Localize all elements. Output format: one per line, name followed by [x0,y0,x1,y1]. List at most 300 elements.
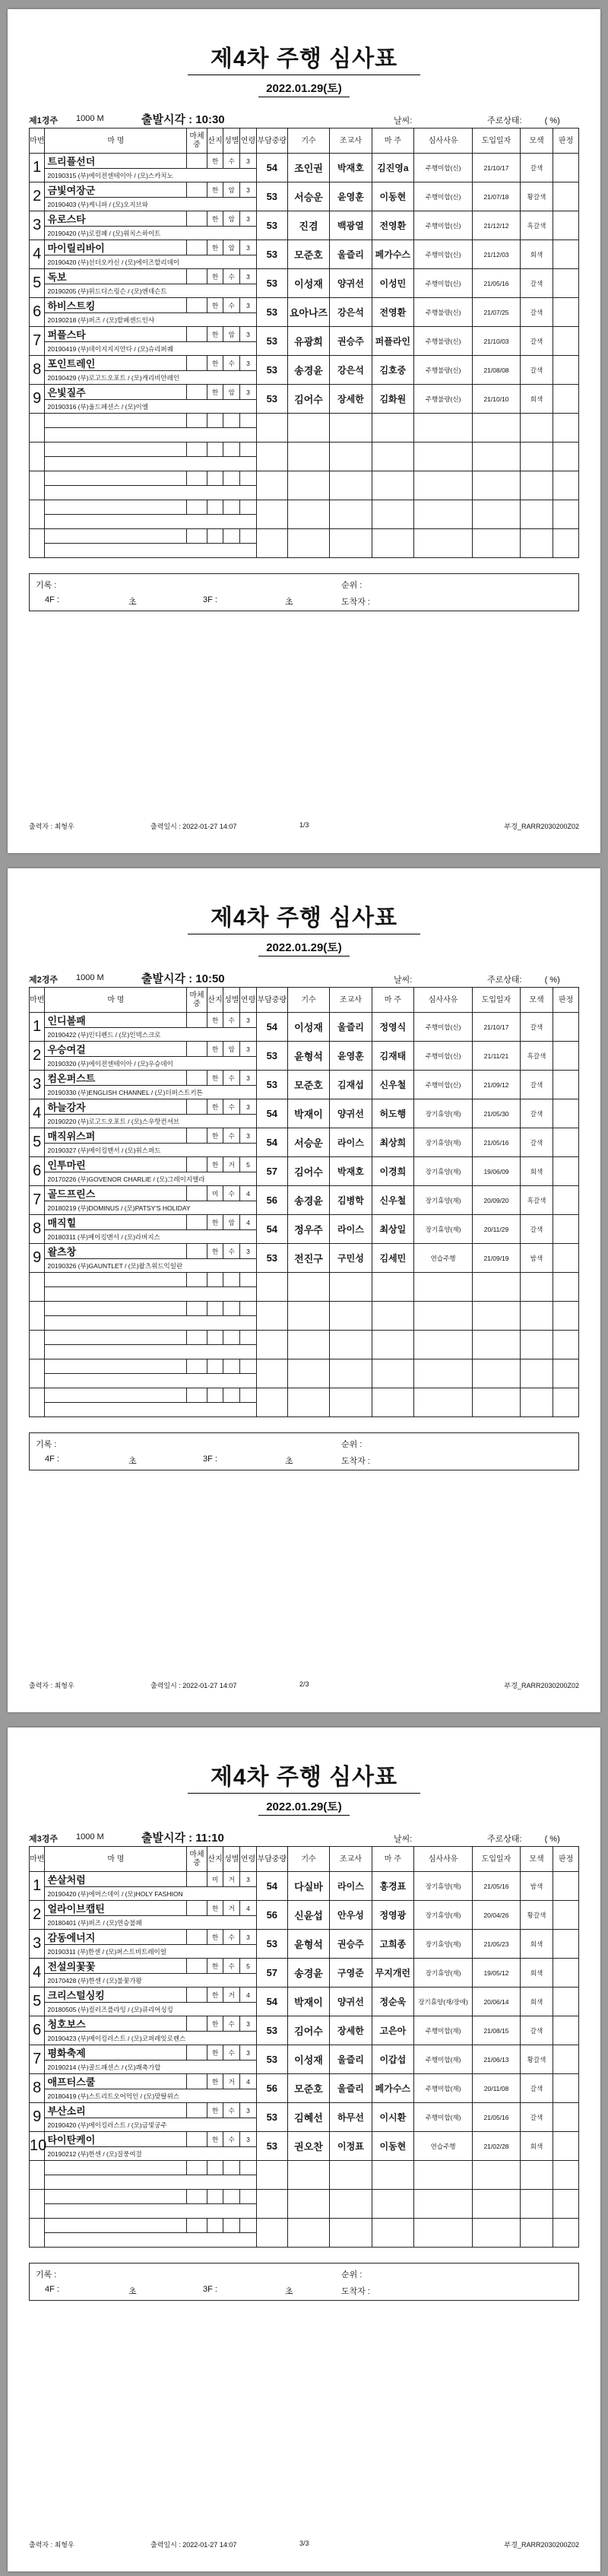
verdict [553,2103,579,2132]
blank-cell [187,2161,207,2175]
blank-cell [256,500,287,529]
record-label: 기록 : [36,1440,57,1449]
horse-age: 4 [240,1988,257,2003]
coat-color: 갈색 [520,2016,553,2045]
intro-date: 20/04/26 [473,1901,521,1930]
horse-name: 유로스타 [45,211,187,227]
blank-cell [287,1273,329,1302]
owner-name: 김재태 [372,1042,413,1071]
blank-cell [223,2219,240,2233]
column-header: 마 명 [45,1847,187,1872]
trainer-name: 라이스 [330,1215,372,1244]
blank-cell [45,515,256,529]
f4-label: 4F : [45,2285,59,2294]
table-row [30,182,579,198]
load-weight: 53 [256,2103,287,2132]
review-reason: 장기휴양(재) [414,1186,473,1215]
blank-cell [45,443,187,457]
load-weight: 53 [256,2016,287,2045]
horse-name: 전설의꽃꽃 [45,1959,187,1974]
verdict [553,2074,579,2103]
horse-sex: 수 [223,1244,240,1259]
blank-cell [414,2161,473,2190]
blank-cell [256,529,287,558]
blank-row [30,2161,579,2175]
blank-cell [240,443,257,457]
blank-cell [187,471,207,486]
blank-cell [473,471,521,500]
load-weight: 56 [256,1186,287,1215]
blank-cell [240,1273,257,1287]
horse-sex: 수 [223,1186,240,1201]
intro-date: 21/05/30 [473,1099,521,1128]
jockey-name: 윤형석 [287,1930,329,1959]
jockey-name: 김어수 [287,2016,329,2045]
load-weight: 54 [256,1013,287,1042]
review-reason: 장기휴양(재) [414,1959,473,1988]
column-header: 마 주 [372,1847,413,1872]
jockey-name: 김어수 [287,385,329,414]
blank-cell [207,443,223,457]
intro-date: 21/09/12 [473,1071,521,1099]
report-code: 부경_RARR2030200Z02 [504,1682,579,1689]
review-reason: 주행미합(신) [414,240,473,269]
verdict [553,385,579,414]
review-reason: 주행불량(신) [414,356,473,385]
intro-date: 21/05/16 [473,2103,521,2132]
blank-cell [520,471,553,500]
blank-row [30,1273,579,1287]
track-condition-label: 주로상태: [487,1835,522,1844]
load-weight: 53 [256,269,287,298]
column-header: 기수 [287,128,329,154]
horse-number: 9 [30,2103,45,2132]
coat-color: 회색 [520,1959,553,1988]
coat-color: 회색 [520,240,553,269]
blank-cell [473,2161,521,2190]
blank-cell [240,1331,257,1345]
f3-label: 3F : [203,595,217,604]
horse-age: 3 [240,1042,257,1057]
load-weight: 53 [256,1244,287,1273]
horse-age: 3 [240,154,257,169]
blank-cell [45,2233,256,2248]
table-row [30,211,579,227]
horse-age: 3 [240,2132,257,2147]
table-row [30,327,579,342]
blank-cell [553,1388,579,1417]
column-header: 기수 [287,1847,329,1872]
blank-cell [330,529,372,558]
horse-sex: 수 [223,2016,240,2032]
blank-cell [330,2219,372,2248]
owner-name: 이시환 [372,2103,413,2132]
blank-cell [330,471,372,500]
race-number: 제2경주 [29,976,58,985]
blank-cell [45,2219,187,2233]
horse-weight [187,1186,207,1201]
blank-row [30,414,579,428]
blank-cell [187,2219,207,2233]
horse-pedigree: 20190419 (부)데이지지지안다 / (모)슈리퍼퀘 [45,342,256,356]
horse-origin: 한 [207,2016,223,2032]
table-row [30,2103,579,2118]
blank-cell [414,529,473,558]
table-header-row [30,988,579,1013]
horse-pedigree: 20190420 (부)메이킹러스트 / (모)금빛궁주 [45,2118,256,2132]
report-page [8,868,600,1712]
verdict [553,182,579,211]
column-header: 심사사유 [414,128,473,154]
column-header: 마번 [30,128,45,154]
blank-cell [330,443,372,471]
blank-row [30,2219,579,2233]
trainer-name: 윤영훈 [330,1042,372,1071]
horse-number: 2 [30,1042,45,1071]
blank-cell [187,1388,207,1403]
blank-cell [473,2190,521,2219]
trainer-name: 윤영훈 [330,182,372,211]
intro-date: 21/07/25 [473,298,521,327]
horse-number: 9 [30,1244,45,1273]
owner-name: 김세민 [372,1244,413,1273]
horse-origin: 한 [207,211,223,227]
blank-cell [240,1388,257,1403]
horse-age: 3 [240,211,257,227]
horse-pedigree: 20190422 (부)인디펜드 / (모)인덱스크로 [45,1028,256,1042]
horse-name: 애프터스쿨 [45,2074,187,2089]
track-condition-unit: ( %) [544,116,560,125]
review-reason: 주행미합(신) [414,182,473,211]
trainer-name: 구영준 [330,1959,372,1988]
blank-cell [30,471,45,500]
horse-number: 2 [30,182,45,211]
load-weight: 56 [256,1901,287,1930]
blank-cell [372,529,413,558]
blank-cell [287,1359,329,1388]
blank-cell [287,471,329,500]
trainer-name: 양귀선 [330,269,372,298]
horse-origin: 한 [207,2074,223,2089]
race-header [29,111,579,128]
coat-color: 갈색 [520,298,553,327]
record-box [29,2263,579,2301]
blank-cell [45,500,187,515]
jockey-name: 윤형석 [287,1042,329,1071]
column-header: 마번 [30,988,45,1013]
horse-weight [187,269,207,284]
page-footer [29,821,579,830]
blank-cell [287,1302,329,1331]
horse-weight [187,298,207,313]
column-header: 조교사 [330,988,372,1013]
horse-pedigree: 20190315 (부)에이전센테이아 / (모)스카치노 [45,169,256,182]
horse-pedigree: 20180311 (부)메이킹맨서 / (모)라버지스 [45,1230,256,1244]
intro-date: 21/10/17 [473,1013,521,1042]
intro-date: 20/11/29 [473,1215,521,1244]
blank-cell [256,414,287,443]
blank-cell [256,2219,287,2248]
blank-cell [207,1388,223,1403]
owner-name: 허도행 [372,1099,413,1128]
horse-origin: 미 [207,1186,223,1201]
trainer-name: 울즐리 [330,1013,372,1042]
horse-number: 1 [30,154,45,182]
blank-cell [372,1388,413,1417]
trainer-name: 김병학 [330,1186,372,1215]
horse-number: 8 [30,2074,45,2103]
column-header: 성별 [223,128,240,154]
horse-sex: 암 [223,327,240,342]
verdict [553,1157,579,1186]
blank-cell [207,1331,223,1345]
blank-cell [473,1331,521,1359]
horse-number: 4 [30,240,45,269]
arrival-label: 도착자 : [341,598,370,607]
horse-number: 4 [30,1959,45,1988]
owner-name: 전영환 [372,211,413,240]
blank-cell [240,471,257,486]
verdict [553,2132,579,2161]
review-reason: 주행미합(재) [414,2016,473,2045]
table-row [30,1071,579,1086]
column-header: 도입일자 [473,988,521,1013]
horse-name: 얼라이브캡틴 [45,1901,187,1916]
horse-weight [187,1215,207,1230]
blank-row [30,1331,579,1345]
horse-pedigree: 20190220 (부)로고드오포트 / (모)스우핫컨셔브 [45,1115,256,1128]
table-row [30,1099,579,1115]
jockey-name: 모준호 [287,2074,329,2103]
blank-cell [287,529,329,558]
intro-date: 21/06/13 [473,2045,521,2074]
trainer-name: 권승주 [330,1930,372,1959]
column-header: 모색 [520,128,553,154]
jockey-name: 진겸 [287,211,329,240]
horse-number: 8 [30,356,45,385]
review-reason: 주행미합(재) [414,2045,473,2074]
jockey-name: 전진구 [287,1244,329,1273]
table-row [30,2132,579,2147]
blank-row [30,471,579,486]
horse-origin: 한 [207,298,223,313]
blank-cell [256,443,287,471]
horse-number: 3 [30,1071,45,1099]
column-header: 성별 [223,1847,240,1872]
review-reason: 연습주행 [414,2132,473,2161]
weather-label: 날씨: [394,976,413,985]
owner-name: 신우철 [372,1071,413,1099]
horse-name: 부산소리 [45,2103,187,2118]
horse-origin: 한 [207,1157,223,1172]
blank-cell [372,1273,413,1302]
intro-date: 21/12/12 [473,211,521,240]
f3-seconds: 초 [285,598,293,607]
blank-cell [287,2190,329,2219]
blank-cell [45,2190,187,2204]
horse-sex: 수 [223,1930,240,1945]
blank-cell [473,2219,521,2248]
rank-label: 순위 : [341,1440,363,1449]
track-condition [487,973,560,985]
column-header: 조교사 [330,128,372,154]
horse-weight [187,240,207,255]
start-time: 출발시각 : 10:50 [141,972,225,985]
review-reason: 주행미합(재) [414,2074,473,2103]
horse-weight [187,1157,207,1172]
blank-cell [553,471,579,500]
entry-table [29,1846,579,2248]
review-reason: 장기휴양(재) [414,1872,473,1901]
blank-cell [553,2190,579,2219]
load-weight: 57 [256,1959,287,1988]
blank-row [30,1359,579,1374]
blank-cell [287,1331,329,1359]
verdict [553,1042,579,1071]
blank-cell [207,2161,223,2175]
review-reason: 주행미합(신) [414,1013,473,1042]
column-header: 마체중 [187,1847,207,1872]
report-title-wrap [8,40,600,75]
blank-cell [45,1388,187,1403]
report-date: 2022.01.29(토) [258,939,350,956]
owner-name: 김화원 [372,385,413,414]
horse-number: 9 [30,385,45,414]
blank-cell [330,2161,372,2190]
blank-cell [520,1273,553,1302]
load-weight: 53 [256,356,287,385]
column-header: 산지 [207,1847,223,1872]
load-weight: 53 [256,240,287,269]
horse-name: 퍼플스타 [45,327,187,342]
coat-color: 회색 [520,1988,553,2016]
blank-cell [30,1273,45,1302]
blank-cell [45,1302,187,1316]
blank-cell [207,529,223,544]
trainer-name: 구민성 [330,1244,372,1273]
horse-pedigree: 20190218 (부)퍼즈 / (모)할페센드인샤 [45,313,256,327]
coat-color: 황갈색 [520,2045,553,2074]
horse-pedigree: 20190320 (부)에이전센테이아 / (모)우승데이 [45,1057,256,1071]
jockey-name: 송경윤 [287,356,329,385]
column-header: 도입일자 [473,1847,521,1872]
horse-origin: 한 [207,1215,223,1230]
review-reason: 주행미합(신) [414,1071,473,1099]
load-weight: 53 [256,385,287,414]
jockey-name: 권오찬 [287,2132,329,2161]
horse-name: 하늘강자 [45,1099,187,1115]
blank-cell [30,1359,45,1388]
blank-cell [372,2161,413,2190]
horse-sex: 수 [223,298,240,313]
horse-weight [187,2016,207,2032]
blank-cell [473,414,521,443]
load-weight: 54 [256,154,287,182]
table-row [30,1959,579,1974]
blank-cell [223,414,240,428]
horse-name: 은빛질주 [45,385,187,400]
table-row [30,1042,579,1057]
coat-color: 갈색 [520,1215,553,1244]
horse-name: 하비스트킹 [45,298,187,313]
verdict [553,2045,579,2074]
column-header: 기수 [287,988,329,1013]
horse-weight [187,2132,207,2147]
horse-number: 6 [30,298,45,327]
horse-origin: 한 [207,1128,223,1144]
blank-cell [520,1388,553,1417]
report-date-wrap [8,939,600,956]
review-reason: 장기휴양(재) [414,1099,473,1128]
horse-origin: 한 [207,385,223,400]
report-code: 부경_RARR2030200Z02 [504,2541,579,2549]
jockey-name: 김어수 [287,1157,329,1186]
blank-cell [330,1273,372,1302]
blank-cell [187,1302,207,1316]
page-number: 3/3 [299,2540,309,2547]
intro-date: 21/10/17 [473,154,521,182]
blank-cell [187,500,207,515]
table-row [30,1157,579,1172]
blank-cell [45,457,256,471]
blank-cell [520,2190,553,2219]
horse-name: 청호보스 [45,2016,187,2032]
jockey-name: 요아나즈 [287,298,329,327]
blank-cell [30,1331,45,1359]
horse-age: 4 [240,2074,257,2089]
blank-cell [520,529,553,558]
owner-name: 고희종 [372,1930,413,1959]
horse-sex: 수 [223,154,240,169]
blank-cell [30,500,45,529]
trainer-name: 장세한 [330,2016,372,2045]
horse-age: 3 [240,269,257,284]
blank-cell [520,1359,553,1388]
horse-origin: 한 [207,240,223,255]
blank-cell [45,1331,187,1345]
horse-pedigree: 20170226 (부)GOVENOR CHARLIE / (모)그레이지앨라 [45,1172,256,1186]
report-date-wrap [8,80,600,97]
column-header: 산지 [207,128,223,154]
blank-cell [553,1359,579,1388]
report-page [8,9,600,853]
horse-pedigree: 20190326 (부)GAUNTLET / (모)왈츠위드익일란 [45,1259,256,1273]
table-row [30,1244,579,1259]
review-reason: 장기휴양(재/장애) [414,1988,473,2016]
column-header: 심사사유 [414,988,473,1013]
verdict [553,154,579,182]
horse-pedigree: 20180505 (부)컬러즈플라잉 / (모)큐리어싱킹 [45,2003,256,2016]
load-weight: 57 [256,1157,287,1186]
blank-cell [473,1273,521,1302]
horse-age: 3 [240,1013,257,1028]
blank-cell [45,1359,187,1374]
verdict [553,1215,579,1244]
horse-pedigree: 20190214 (부)골드패션스 / (모)쾌축가합 [45,2060,256,2074]
jockey-name: 다실바 [287,1872,329,1901]
column-header: 연령 [240,128,257,154]
owner-name: 전영환 [372,298,413,327]
blank-cell [45,471,187,486]
report-title: 제4차 주행 심사표 [188,40,420,75]
f4-label: 4F : [45,595,59,604]
intro-date: 21/11/21 [473,1042,521,1071]
race-number: 제3경주 [29,1835,58,1844]
blank-cell [287,1388,329,1417]
intro-date: 19/05/12 [473,1959,521,1988]
jockey-name: 이성재 [287,269,329,298]
trainer-name: 강은석 [330,298,372,327]
